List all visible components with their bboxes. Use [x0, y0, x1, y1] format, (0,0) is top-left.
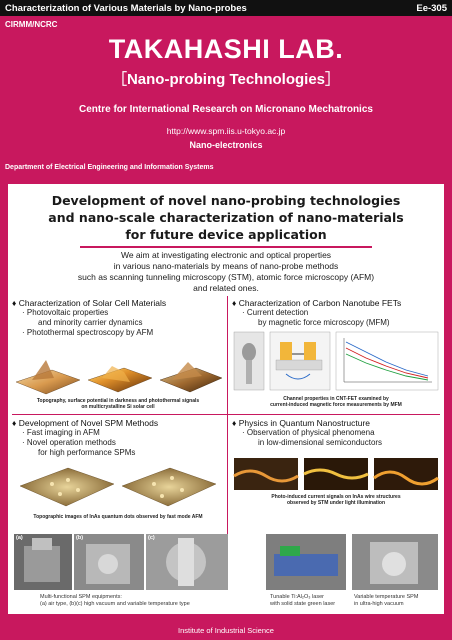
- caption-line: Tunable Ti:Al₂O₃ laser: [270, 594, 324, 600]
- department-name: Department of Electrical Engineering and Information Systems: [5, 164, 214, 171]
- caption-line: in ultra-high vacuum: [354, 601, 404, 607]
- section-item: by magnetic force microscopy (MFM): [258, 318, 390, 327]
- lab-header: [0, 16, 452, 178]
- section-item: · Novel operation methods: [22, 438, 116, 447]
- content-frame: [0, 178, 452, 620]
- footer: [0, 620, 452, 640]
- lab-subtitle: ［Nano-probing Technologies］: [111, 71, 341, 88]
- caption-line: Variable temperature SPM: [354, 594, 419, 600]
- section-spm-methods: [12, 418, 226, 458]
- figure-caption: on multicrystalline Si solar cell: [81, 404, 155, 410]
- title-divider: [80, 246, 372, 248]
- aim-line: We aim at investigating electronic and optical properties: [120, 250, 332, 260]
- caption-line: Multi-functional SPM equipments:: [40, 594, 122, 600]
- caption-line: (a) air type, (b)(c) high vacuum and variable temperature type: [40, 601, 190, 607]
- cnt-fet-figures: [232, 330, 440, 392]
- top-bar: [0, 0, 452, 16]
- section-item: in low-dimensional semiconductors: [258, 438, 383, 447]
- title-line: for future device application: [125, 227, 327, 242]
- title-line: Development of novel nano-probing technologies: [51, 193, 401, 208]
- figure-caption: current-induced magnetic force measurements by MFM: [270, 402, 402, 408]
- figure-caption: observed by STM under light illumination: [286, 500, 386, 506]
- topbar-code: Ee-305: [416, 2, 447, 14]
- section-item: · Photothermal spectroscopy by AFM: [22, 328, 154, 337]
- section-heading: ♦ Development of Novel SPM Methods: [12, 418, 159, 428]
- quantum-caption: [232, 494, 440, 506]
- figure-caption: Topographic images of InAs quantum dots observed by fast mode AFM: [33, 514, 203, 520]
- solar-caption: [12, 398, 224, 410]
- section-item: · Observation of physical phenomena: [242, 428, 375, 437]
- photo-caption-spm: [40, 594, 190, 608]
- cnt-caption: [232, 396, 440, 408]
- topbar-title: Characterization of Various Materials by Nano-probes: [5, 2, 247, 14]
- section-item: · Current detection: [242, 308, 309, 317]
- section-item: and minority carrier dynamics: [38, 318, 143, 327]
- figure-caption: Channel properties in CNT-FET examined by: [283, 396, 389, 402]
- photo-caption-uhv: [354, 594, 418, 608]
- lab-name: TAKAHASHI LAB.: [108, 34, 344, 64]
- figure-caption: Photo-induced current signals on InAs wire structures: [271, 494, 401, 500]
- lab-code: CIRMM/NCRC: [5, 20, 58, 29]
- solar-cell-afm-images: [12, 342, 224, 398]
- section-heading: ♦ Physics in Quantum Nanostructure: [232, 418, 371, 428]
- aim-line: in various nano-materials by means of nano-probe methods: [113, 261, 339, 271]
- section-item: for high performance SPMs: [38, 448, 136, 457]
- spm-caption: [12, 514, 224, 520]
- research-field: Nano-electronics: [189, 140, 263, 150]
- photo-label-b: (b): [76, 535, 84, 541]
- lab-url-link[interactable]: http://www.spm.iis.u-tokyo.ac.jp: [166, 126, 286, 136]
- section-carbon-nanotube: [232, 298, 442, 328]
- main-title: [8, 192, 444, 243]
- photo-label-c: (c): [148, 535, 155, 541]
- section-solar-cell: [12, 298, 226, 338]
- aim-statement: [8, 250, 444, 294]
- title-line: and nano-scale characterization of nano-materials: [48, 210, 404, 225]
- figure-caption: Topography, surface potential in darkness and photothermal signals: [36, 398, 200, 404]
- section-divider-vertical: [227, 296, 228, 534]
- center-name: Centre for International Research on Micronano Mechatronics: [79, 104, 373, 115]
- section-heading: ♦ Characterization of Solar Cell Materials: [12, 298, 167, 308]
- footer-institute: Institute of Industrial Science: [178, 625, 274, 635]
- caption-line: with solid state green laser: [270, 601, 336, 607]
- section-item: · Photovoltaic properties: [22, 308, 109, 317]
- section-heading: ♦ Characterization of Carbon Nanotube FETs: [232, 298, 402, 308]
- section-quantum-nanostructure: [232, 418, 442, 448]
- section-item: · Fast imaging in AFM: [22, 428, 100, 437]
- content-panel: [8, 184, 444, 614]
- photo-current-stm-images: [232, 456, 440, 492]
- aim-line: such as scanning tunneling microscopy (STM), atomic force microscopy (AFM): [77, 272, 375, 282]
- section-divider-horizontal: [12, 414, 440, 415]
- photo-caption-laser: [270, 594, 335, 608]
- photo-label-a: (a): [16, 535, 23, 541]
- quantum-dot-afm-images: [12, 456, 224, 512]
- aim-line: and related ones.: [193, 283, 259, 293]
